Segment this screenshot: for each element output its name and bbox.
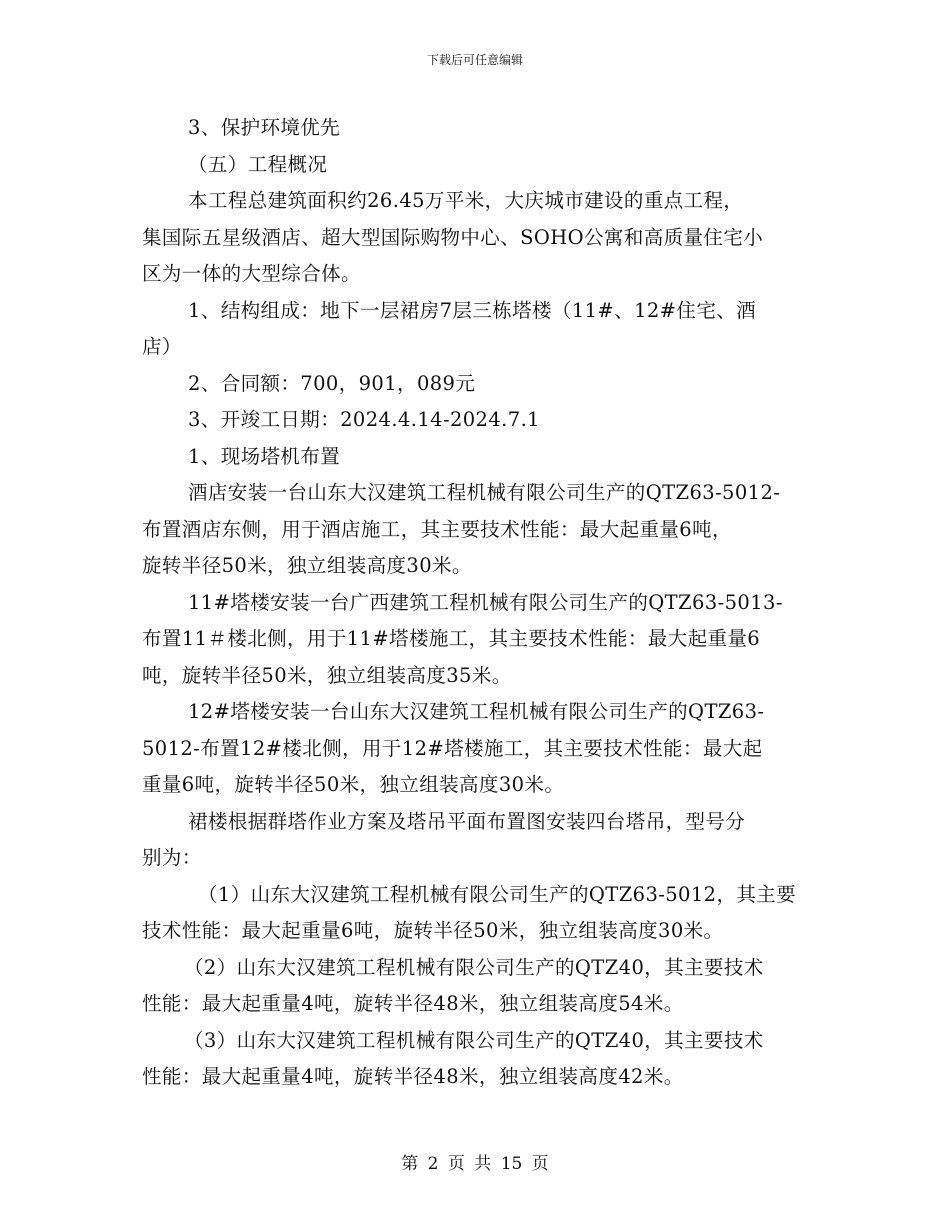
paragraph-line: 酒店安装一台山东大汉建筑工程机械有限公司生产的QTZ63-5012-: [188, 481, 781, 504]
paragraph-line: 本工程总建筑面积约26.45万平米，大庆城市建设的重点工程，: [188, 189, 744, 212]
document-body: [142, 110, 822, 1096]
paragraph-line: 12#塔楼安装一台山东大汉建筑工程机械有限公司生产的QTZ63-: [188, 700, 765, 723]
section-heading: （五）工程概况: [188, 152, 328, 176]
paragraph-line: 1、结构组成：地下一层裙房7层三栋塔楼（11#、12#住宅、酒: [188, 298, 757, 322]
paragraph-line: 吨，旋转半径50米，独立组装高度35米。: [142, 663, 512, 687]
page-header: 下载后可任意编辑: [426, 53, 523, 67]
list-item-line: （3）山东大汉建筑工程机械有限公司生产的QTZ40，其主要技术: [184, 1028, 764, 1052]
paragraph-line: 11#塔楼安装一台广西建筑工程机械有限公司生产的QTZ63-5013-: [188, 590, 783, 614]
paragraph-line: 3、开竣工日期：2024.4.14-2024.7.1: [188, 408, 540, 431]
paragraph-line: 别为：: [142, 846, 202, 869]
paragraph-line: 2、合同额：700，901，089元: [188, 371, 476, 395]
paragraph-line: 布置酒店东侧，用于酒店施工，其主要技术性能：最大起重量6吨，: [142, 517, 732, 541]
paragraph-line: 集国际五星级酒店、超大型国际购物中心、SOHO公寓和高质量住宅小: [142, 225, 764, 249]
list-item-line: 性能：最大起重量4吨，旋转半径48米，独立组装高度54米。: [142, 992, 684, 1015]
list-item-line: 性能：最大起重量4吨，旋转半径48米，独立组装高度42米。: [142, 1065, 684, 1088]
page-footer: 第 2 页 共 15 页: [401, 1154, 549, 1174]
paragraph-line: 布置11＃楼北侧，用于11#塔楼施工，其主要技术性能：最大起重量6: [142, 627, 761, 650]
list-item-line: （1）山东大汉建筑工程机械有限公司生产的QTZ63-5012，其主要: [198, 882, 797, 906]
paragraph-line: 旋转半径50米，独立组装高度30米。: [142, 554, 472, 577]
paragraph-line: 裙楼根据群塔作业方案及塔吊平面布置图安装四台塔吊，型号分: [188, 809, 746, 833]
paragraph-line: 5012-布置12#楼北侧，用于12#塔楼施工，其主要技术性能：最大起: [142, 736, 763, 760]
paragraph-line: 店）: [142, 335, 182, 358]
list-item-line: （2）山东大汉建筑工程机械有限公司生产的QTZ40，其主要技术: [184, 955, 764, 979]
paragraph-line: 重量6吨，旋转半径50米，独立组装高度30米。: [142, 773, 565, 796]
list-item-line: 技术性能：最大起重量6吨，旋转半径50米，独立组装高度30米。: [142, 919, 724, 942]
section-line: 3、保护环境优先: [188, 116, 341, 139]
section-heading: 1、现场塔机布置: [188, 444, 341, 468]
paragraph-line: 区为一体的大型综合体。: [142, 262, 361, 285]
